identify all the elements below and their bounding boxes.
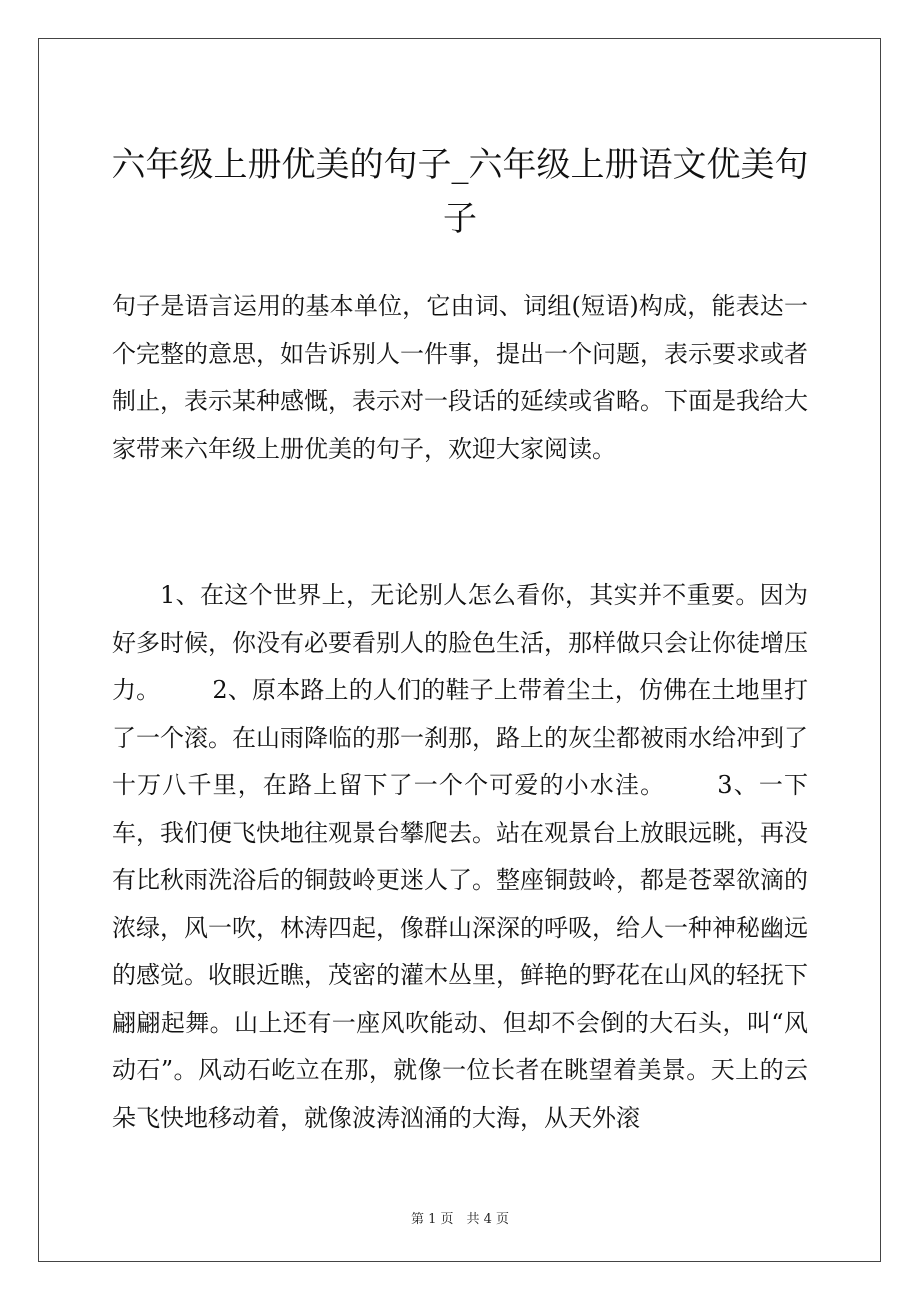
page-number-footer: 第 1 页 共 4 页 bbox=[410, 1212, 510, 1227]
sentences-paragraph bbox=[112, 572, 808, 1142]
sentence-2: 2、原本路上的人们的鞋子上带着尘土，仿佛在土地里打了一个滚。在山雨降临的那一刹那，路上的灰尘都被雨水给冲到了十万八千里，在路上留下了一个个可爱的小水洼。 bbox=[112, 676, 808, 799]
intro-paragraph: 句子是语言运用的基本单位，它由词、词组(短语)构成，能表达一个完整的意思，如告诉别人一件事，提出一个问题，表示要求或者制止，表示某种感慨，表示对一段话的延续或省略。下面是我给大家带来六年级上册优美的句子，欢迎大家阅读。 bbox=[112, 292, 808, 463]
document-title: 六年级上册优美的句子_六年级上册语文优美句子 bbox=[111, 145, 809, 239]
sentence-1: 1、在这个世界上，无论别人怎么看你，其实并不重要。因为好多时候，你没有必要看别人的脸色生活，那样做只会让你徒增压力。 bbox=[112, 581, 808, 704]
sentence-3: 3、一下车，我们便飞快地往观景台攀爬去。站在观景台上放眼远眺，再没有比秋雨洗浴后的铜鼓岭更迷人了。整座铜鼓岭，都是苍翠欲滴的浓绿，风一吹，林涛四起，像群山深深的呼吸，给人一种神秘幽远的感觉。收眼近瞧，茂密的灌木丛里，鲜艳的野花在山风的轻抚下翩翩起舞。山上还有一座风吹能动、但却不会倒的大石头，叫“风动石”。风动石屹立在那，就像一位长者在眺望着美景。天上的云朵飞快地移动着，就像波涛汹涌的大海，从天外滚 bbox=[112, 771, 808, 1132]
